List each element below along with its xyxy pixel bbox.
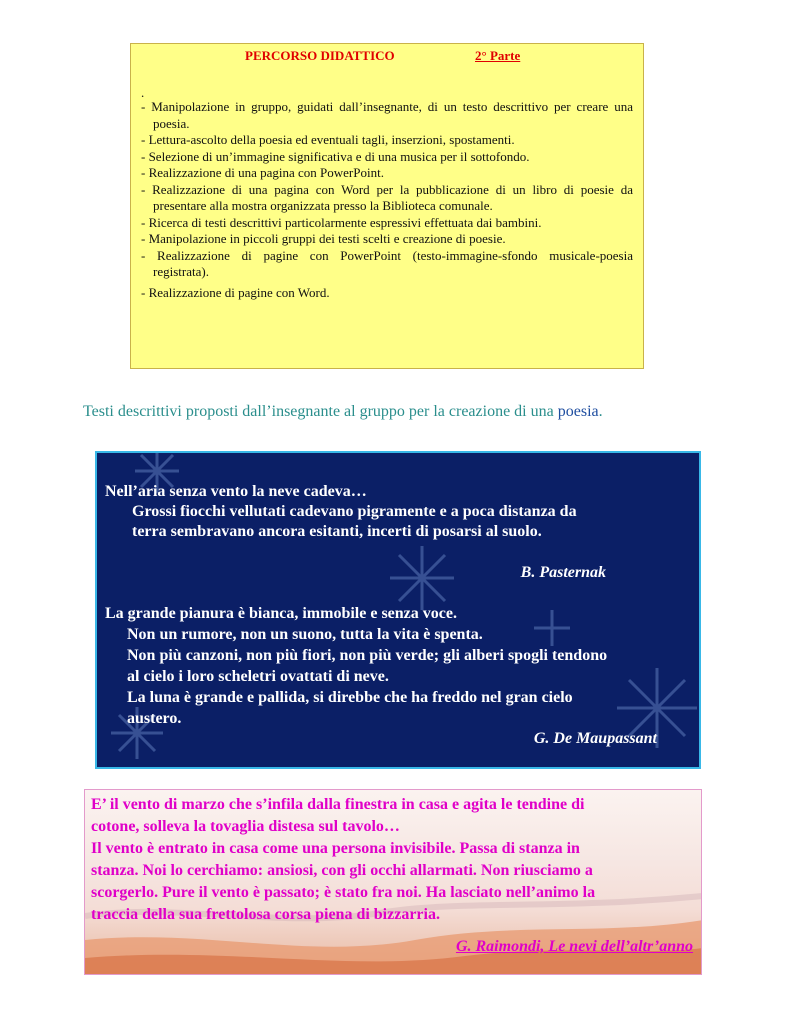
list-item: - Realizzazione di pagine con PowerPoint (testo-immagine-sfondo musicale-poesia registrata). [141,247,633,279]
list-item: - Realizzazione di pagine con Word. [141,284,330,300]
note-part: 2° Parte [475,48,521,63]
poem2-line5: La luna è grande e pallida, si direbbe che ha freddo nel gran cielo [127,689,573,706]
list-item: - Realizzazione di una pagina con Word per la pubblicazione di un libro di poesie da presentare alla mostra organizzata presso la Biblioteca comunale. [141,181,633,213]
author-raimondi: G. Raimondi, Le nevi dell’altr’anno [455,938,693,955]
intro-highlight: poesia [557,403,599,420]
sticky-note [130,43,644,369]
raimondi-box [84,789,702,975]
poem1-line1: Nell’aria senza vento la neve cadeva… [105,483,367,500]
poem2-line4: al cielo i loro scheletri ovattati di neve. [127,668,389,685]
list-item: - Manipolazione in piccoli gruppi dei testi scelti e creazione di poesie. [141,231,506,246]
author-de-maupassant: G. De Maupassant [533,730,657,747]
note-dot: . [141,85,145,100]
list-item: - Realizzazione di una pagina con PowerPoint. [141,165,384,180]
poem2-line2: Non un rumore, non un suono, tutta la vita è spenta. [127,626,483,643]
list-item: - Selezione di un’immagine significativa e di una musica per il sottofondo. [141,148,530,164]
raimondi-text: E’ il vento di marzo che s’infila dalla finestra in casa e agita le tendine di cotone, solleva la tovaglia distesa sul tavolo… Il vento è entrato in casa come una persona invisibile. Passa di stanza in stanza. Noi lo cerchiamo: ansiosi, con gli occhi allarmati. Non riusciamo a scorgerlo. Pure il vento è passato; è stato fra noi. Ha lasciato nell’animo la traccia della sua frettolosa corsa piena di bizzarria. [91,796,596,923]
list-item: - Ricerca di testi descrittivi particolarmente espressivi effettuata dai bambini. [141,214,542,230]
intro-text [83,403,603,421]
list-item: - Lettura-ascolto della poesia ed eventuali tagli, inserzioni, spostamenti. [141,132,515,147]
note-title: PERCORSO DIDATTICO [245,48,395,63]
poem2-line6: austero. [127,710,182,727]
intro-end: . [598,403,603,420]
poem1-line2: Grossi fiocchi vellutati cadevano pigramente e a poca distanza da [132,503,577,520]
poem1-line3: terra sembravano ancora esitanti, incerti di posarsi al suolo. [132,523,542,540]
author-pasternak: B. Pasternak [520,564,606,581]
activity-list [141,86,633,301]
poem2-line1: La grande pianura è bianca, immobile e senza voce. [105,605,457,622]
poem2-line3: Non più canzoni, non più fiori, non più verde; gli alberi spogli tendono [127,647,608,664]
pasternak-maupassant-box [95,451,701,769]
list-item: - Manipolazione in gruppo, guidati dall’insegnante, di un testo descrittivo per creare una poesia. [141,99,633,131]
intro-main: Testi descrittivi proposti dall’insegnante al gruppo per la creazione di una [83,403,558,420]
